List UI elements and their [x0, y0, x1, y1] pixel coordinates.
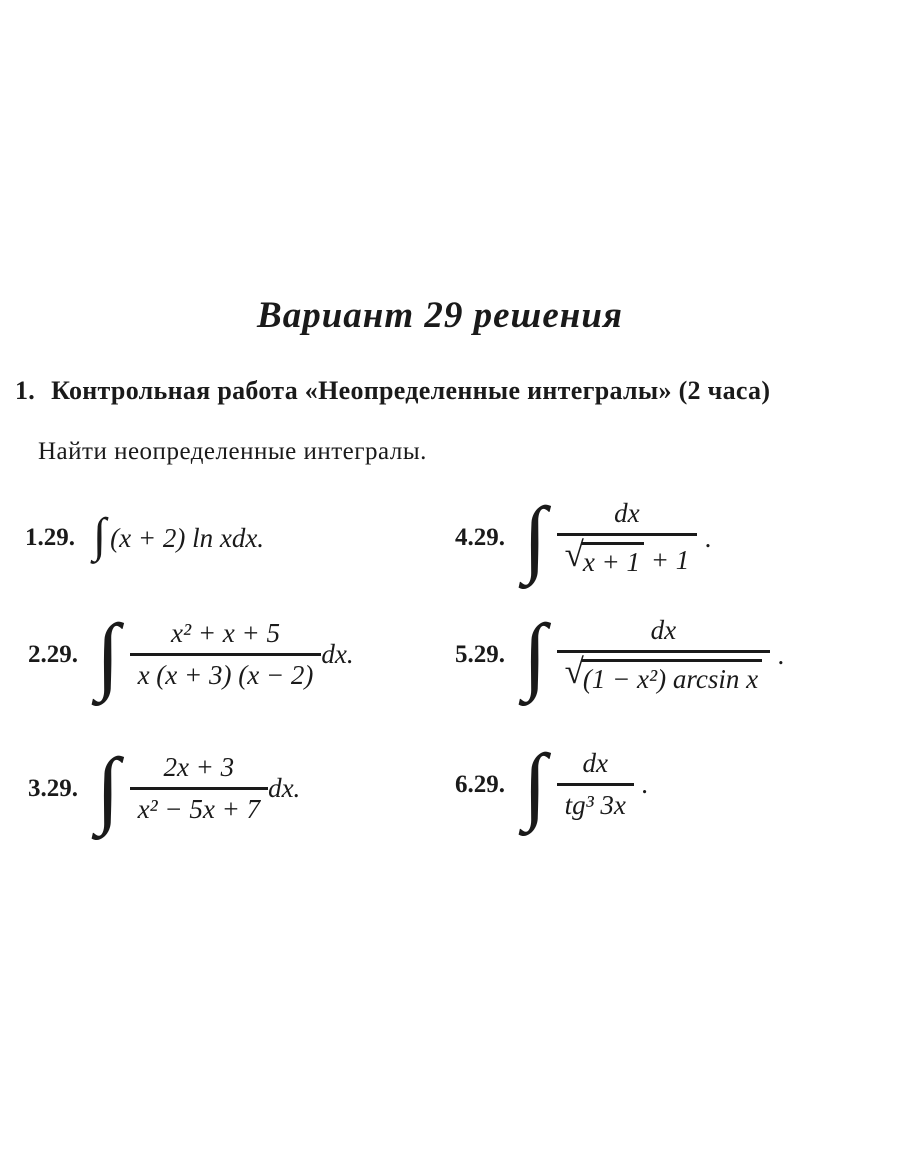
- fraction-numerator: 2x + 3: [163, 752, 235, 783]
- section-number: 1.: [15, 376, 36, 405]
- problem-expression: (x + 2) ln xdx.: [110, 522, 265, 553]
- fraction-denominator: [557, 650, 771, 695]
- problem-label: 2.29.: [28, 640, 78, 668]
- integral-sign: ∫: [523, 736, 547, 832]
- denominator-tail: + 1: [644, 545, 690, 575]
- section-heading: [15, 376, 895, 406]
- differential: dx.: [268, 773, 301, 804]
- integral-sign: ∫: [523, 606, 547, 703]
- problem-label: 4.29.: [455, 524, 505, 551]
- fraction-denominator: [557, 533, 698, 578]
- radicand: (1 − x²) arcsin x: [581, 659, 762, 695]
- problem-3-29: [28, 740, 301, 836]
- problem-2-29: [28, 606, 354, 702]
- fraction: [557, 748, 634, 821]
- integral-sign: ∫: [96, 740, 120, 836]
- fraction: [557, 498, 698, 578]
- fraction: [130, 618, 322, 691]
- fraction-numerator: dx: [650, 615, 677, 645]
- problem-punctuation: .: [778, 639, 785, 670]
- square-root: [564, 535, 644, 578]
- differential: dx.: [321, 639, 354, 670]
- instruction-text: Найти неопределенные интегралы.: [38, 438, 427, 465]
- problem-4-29: [455, 489, 713, 586]
- problem-label: 1.29.: [25, 524, 75, 552]
- problem-punctuation: .: [641, 769, 649, 800]
- fraction-numerator: dx: [582, 748, 608, 779]
- square-root: [564, 652, 763, 695]
- fraction-denominator: x² − 5x + 7: [130, 787, 269, 825]
- problem-6-29: [455, 736, 649, 832]
- section-title: Контрольная работа «Неопределенные интегралы» (2 часа): [51, 376, 771, 405]
- radicand: x + 1: [581, 542, 644, 578]
- radical-sign: √: [564, 652, 584, 691]
- fraction-numerator: dx: [614, 498, 640, 528]
- integral-sign: ∫: [523, 489, 547, 586]
- problem-5-29: [455, 606, 785, 703]
- fraction: [130, 752, 269, 825]
- problem-label: 5.29.: [455, 641, 505, 668]
- fraction-denominator: tg³ 3x: [557, 783, 634, 821]
- page-title: Вариант 29 решения: [257, 295, 623, 336]
- integral-sign: ∫: [96, 606, 120, 702]
- integral-sign: ∫: [93, 509, 107, 562]
- problem-punctuation: .: [705, 522, 713, 553]
- fraction-denominator: x (x + 3) (x − 2): [130, 653, 322, 691]
- radical-sign: √: [564, 535, 584, 574]
- problem-1-29: [25, 509, 265, 562]
- problem-label: 3.29.: [28, 774, 78, 802]
- fraction: [557, 615, 771, 695]
- fraction-numerator: x² + x + 5: [170, 618, 280, 649]
- problem-label: 6.29.: [455, 770, 505, 798]
